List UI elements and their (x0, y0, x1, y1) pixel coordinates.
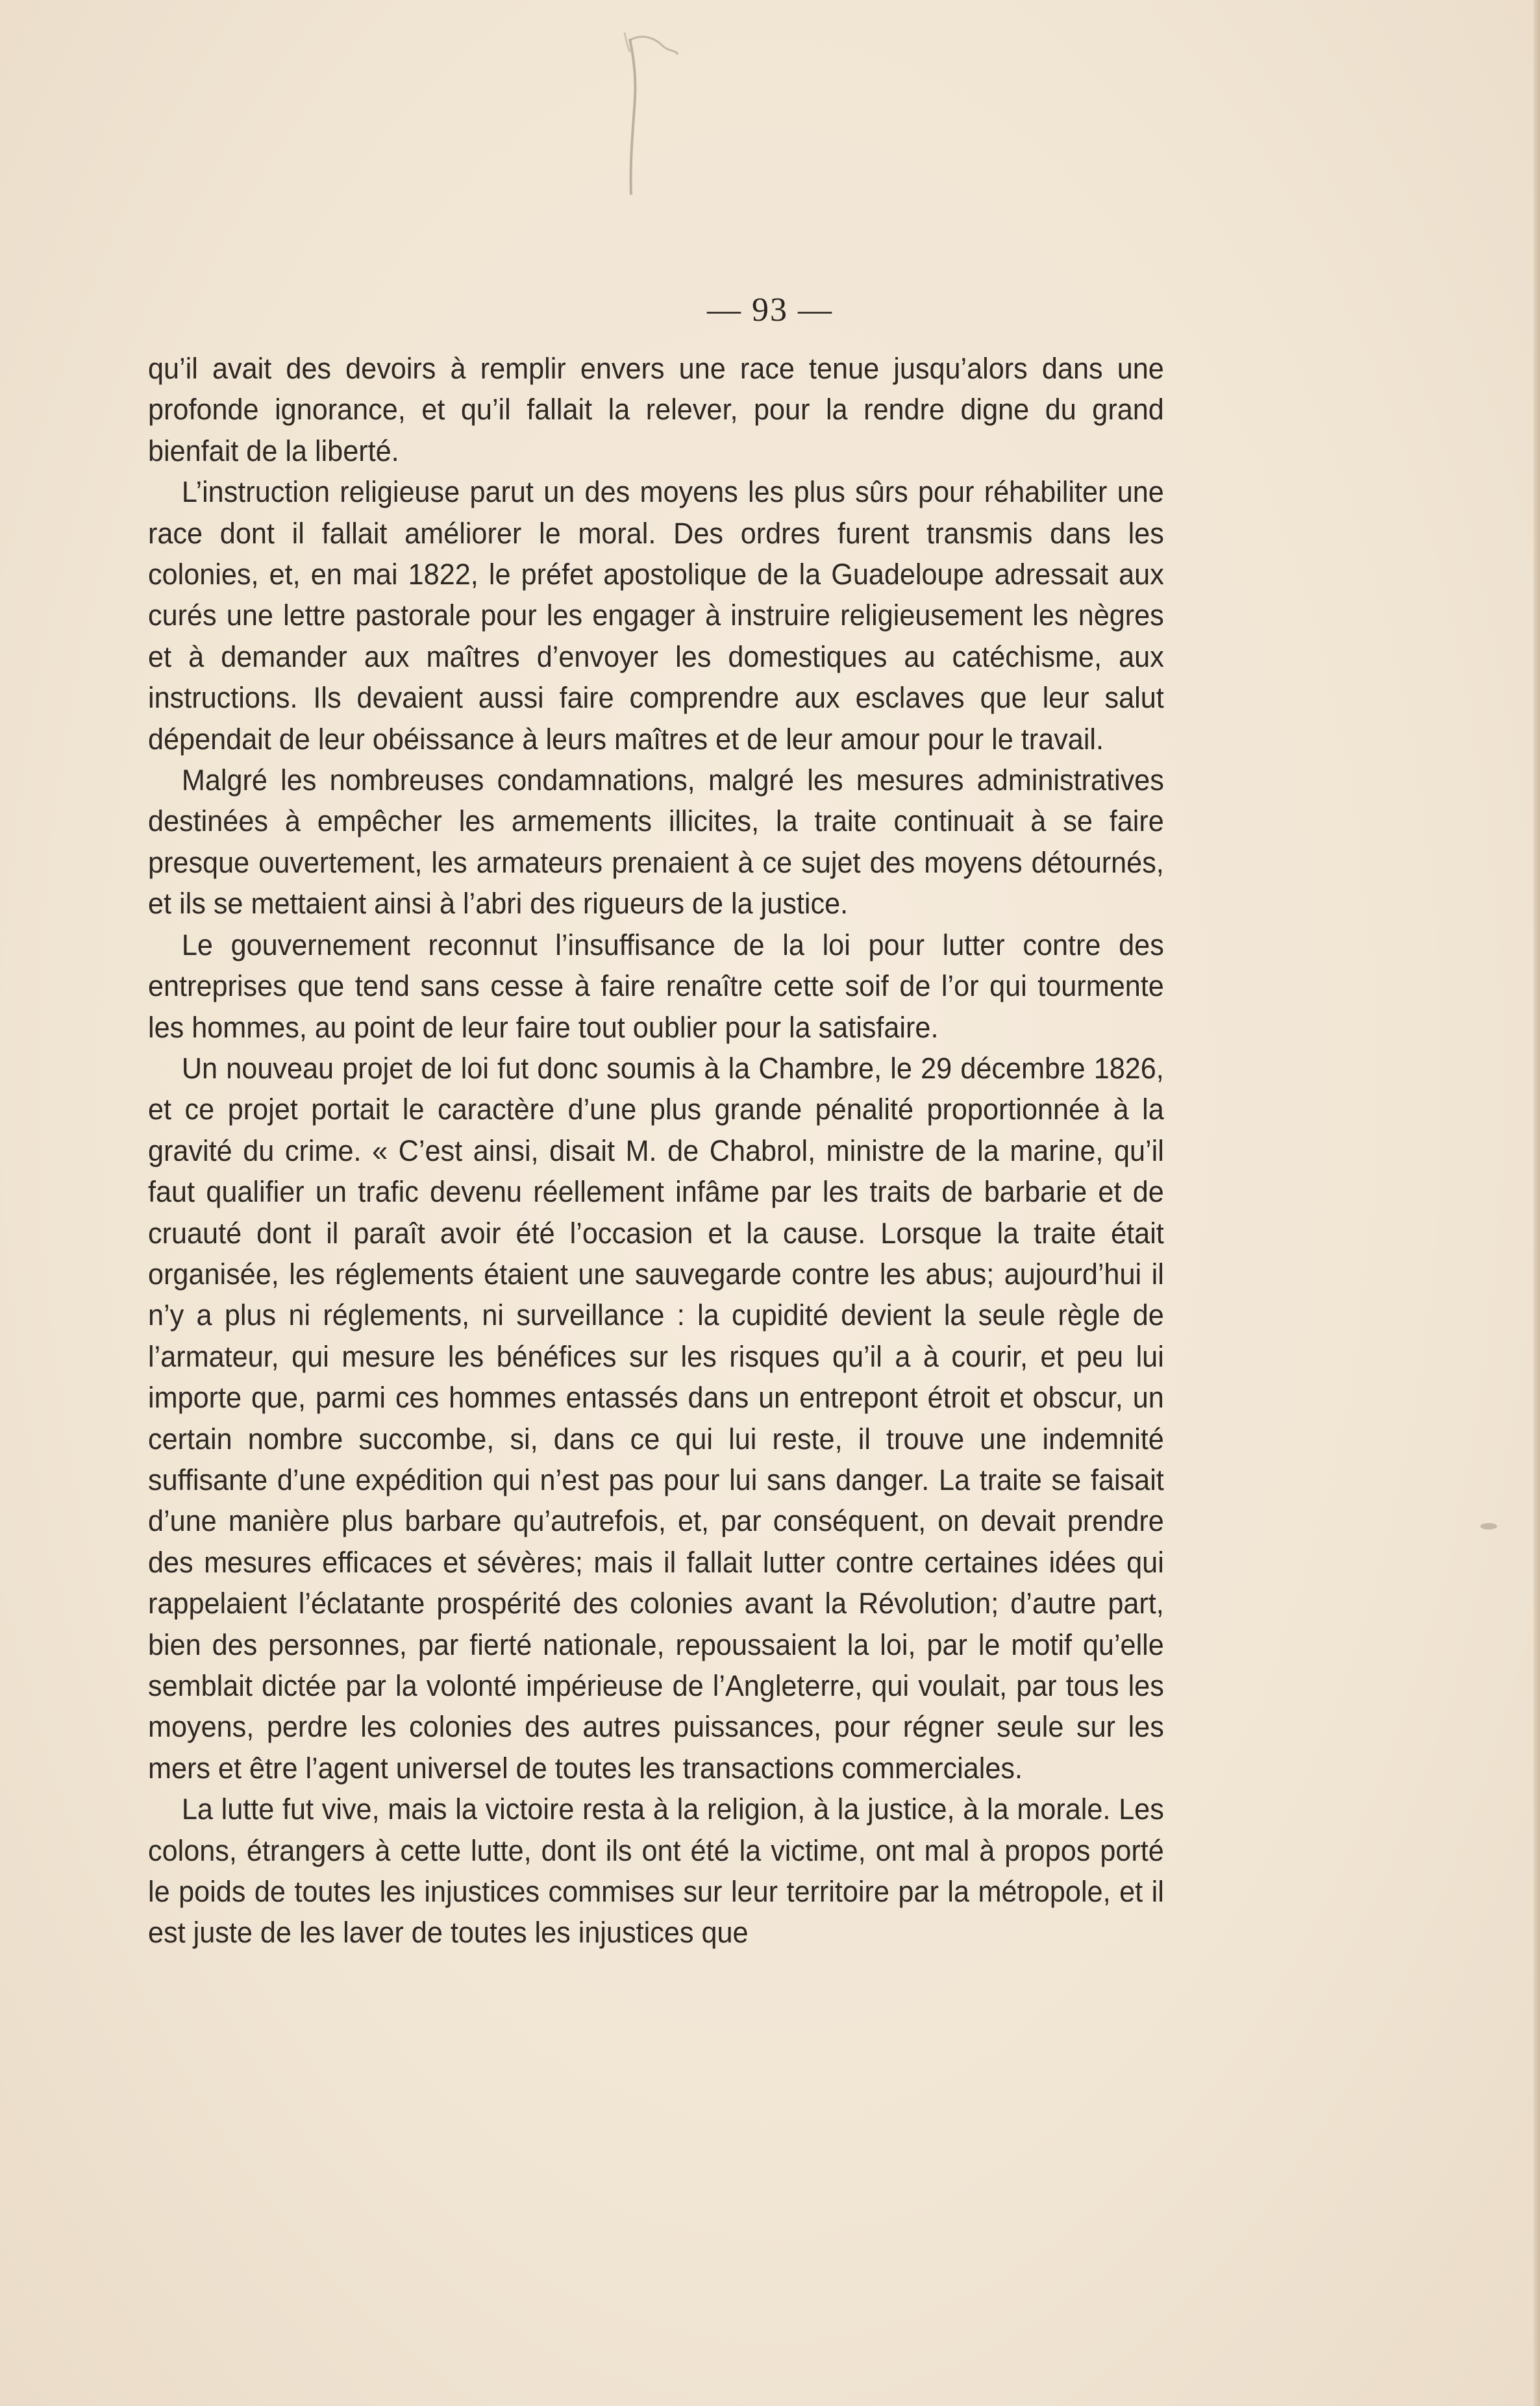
paragraph: L’instruction religieuse parut un des moyens les plus sûrs pour réhabiliter une race dont il fallait améliorer le moral. Des ordres furent transmis dans les colonies, et, en mai 1822, le préfet apostolique de la Guadeloupe adressait aux curés une lettre pastorale pour les engager à instruire religieusement les nègres et à demander aux maîtres d’envoyer les domestiques au catéchisme, aux instructions. Ils devaient aussi faire comprendre aux esclaves que leur salut dépendait de leur obéissance à leurs maîtres et de leur amour pour le travail. (148, 475, 1164, 756)
paragraph: Le gouvernement reconnut l’insuffisance de la loi pour lutter contre des entreprises que tend sans cesse à faire renaître cette soif de l’or qui tourmente les hommes, au point de leur faire tout oublier pour la satisfaire. (148, 928, 1164, 1044)
paragraph: Un nouveau projet de loi fut donc soumis à la Chambre, le 29 décembre 1826, et ce projet portait le caractère d’une plus grande pénalité proportionnée à la gravité du crime. « C’est ainsi, disait M. de Chabrol, ministre de la marine, qu’il faut qualifier un trafic devenu réellement infâme par les traits de barbarie et de cruauté dont il paraît avoir été l’occasion et la cause. Lorsque la traite était organisée, les réglements étaient une sauvegarde contre les abus; aujourd’hui il n’y a plus ni réglements, ni surveillance : la cupidité devient la seule règle de l’armateur, qui mesure les bénéfices sur les risques qu’il a à courir, et peu lui importe que, parmi ces hommes entassés dans un entrepont étroit et obscur, un certain nombre succombe, si, dans ce qui lui reste, il trouve une indemnité suffisante d’une expédition qui n’est pas pour lui sans danger. La traite se faisait d’une manière plus barbare qu’autrefois, et, par conséquent, on devait prendre des mesures efficaces et sévères; mais il fallait lutter contre certaines idées qui rappelaient l’éclatante prospérité des colonies avant la Révolution; d’autre part, bien des personnes, par fierté nationale, repoussaient la loi, par le motif qu’elle semblait dictée par la volonté impérieuse de l’Angleterre, qui voulait, par tous les moyens, perdre les colonies des autres puissances, pour régner seule sur les mers et être l’agent universel de toutes les transactions commerciales. (148, 1051, 1164, 1785)
page-number: — 93 — (707, 291, 833, 329)
paper-spot (1480, 1523, 1497, 1530)
paragraph: La lutte fut vive, mais la victoire resta à la religion, à la justice, à la morale. Les colons, étrangers à cette lutte, dont ils ont été la victime, ont mal à propos porté le poids de toutes les injustices commises sur leur territoire par la métropole, et il est juste de les laver de toutes les injustices que (148, 1792, 1164, 1950)
paragraph: qu’il avait des devoirs à remplir envers une race tenue jusqu’alors dans une profonde ignorance, et qu’il fallait la relever, pour la rendre digne du grand bienfait de la liberté. (148, 352, 1164, 467)
page-edge-shadow (1534, 0, 1540, 2406)
body-text (148, 348, 1164, 1953)
paragraph: Malgré les nombreuses condamnations, malgré les mesures administratives destinées à empêcher les armements illicites, la traite continuait à se faire presque ouvertement, les armateurs prenaient à ce sujet des moyens détournés, et ils se mettaient ainsi à l’abri des rigueurs de la justice. (148, 763, 1164, 921)
ink-smudge-icon (610, 26, 688, 208)
